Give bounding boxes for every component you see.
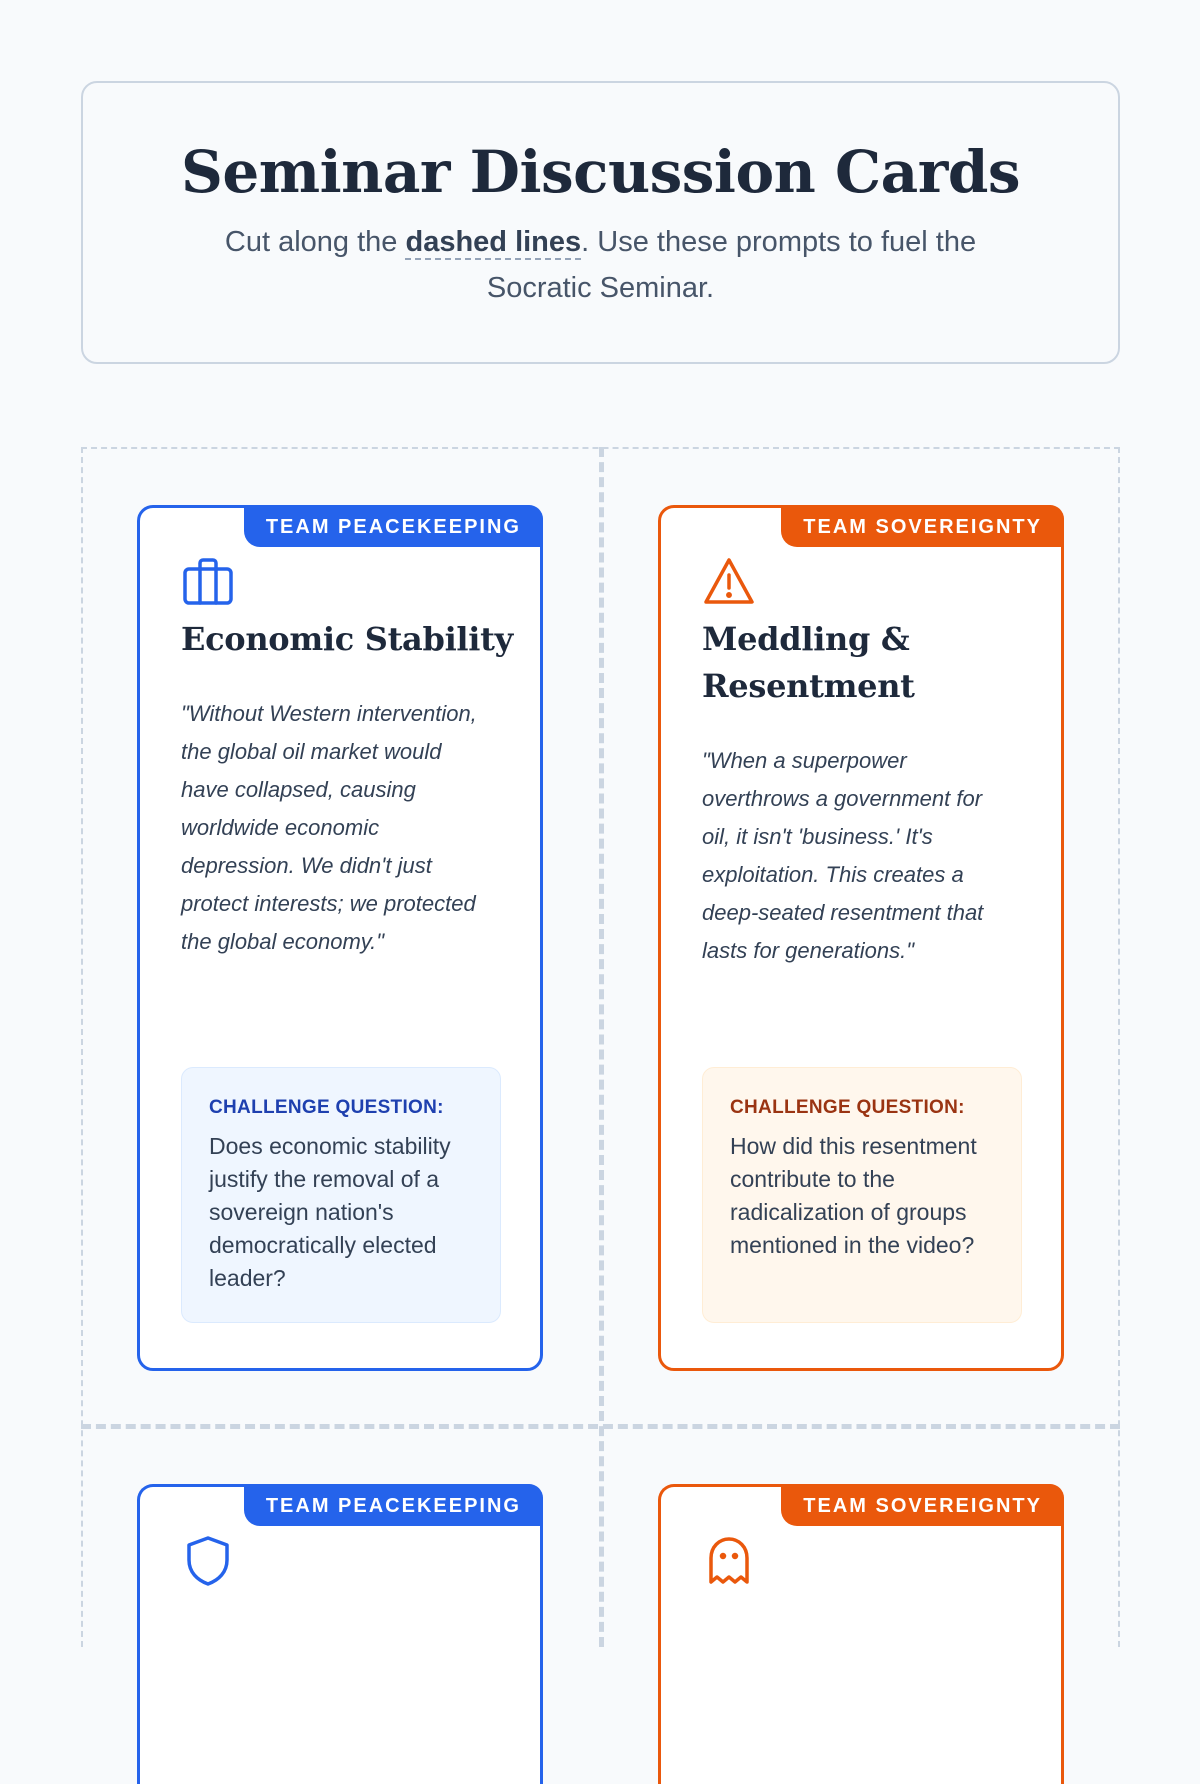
cut-line-vertical xyxy=(599,447,604,1647)
subtitle-emphasis: dashed lines xyxy=(405,226,582,258)
card-quote: "Without Western intervention, the global oil market would have collapsed, causing worldwide economic depression. We didn't just protect interests; we protected the global economy." xyxy=(181,701,477,954)
subtitle-pre: Cut along the xyxy=(224,226,406,258)
cut-line-right xyxy=(1118,447,1120,1647)
shield-icon xyxy=(181,1534,235,1588)
discussion-card-meddling-resentment xyxy=(658,505,1064,1371)
challenge-box xyxy=(181,1067,501,1323)
discussion-card-economic-stability xyxy=(137,505,543,1371)
team-tag: TEAM PEACEKEEPING xyxy=(244,505,543,547)
ghost-icon xyxy=(702,1534,756,1588)
discussion-card-sovereignty-2 xyxy=(658,1484,1064,1784)
challenge-label: CHALLENGE QUESTION: xyxy=(209,1097,444,1118)
team-tag: TEAM SOVEREIGNTY xyxy=(781,1484,1064,1526)
card-title: Economic Stability xyxy=(181,620,513,658)
card-grid xyxy=(81,447,1120,1647)
discussion-card-peacekeeping-2 xyxy=(137,1484,543,1784)
challenge-text: How did this resentment contribute to the radicalization of groups mentioned in the video? xyxy=(730,1133,977,1258)
card-quote: "When a superpower overthrows a government for oil, it isn't 'business.' It's exploitation. This creates a deep-seated resentment that lasts for generations." xyxy=(702,748,984,963)
challenge-text: Does economic stability justify the removal of a sovereign nation's democratically elected leader? xyxy=(209,1133,451,1291)
card-title: Meddling & Resentment xyxy=(702,620,915,705)
challenge-label: CHALLENGE QUESTION: xyxy=(730,1097,965,1118)
cut-line-horizontal xyxy=(81,1424,1120,1429)
page-header xyxy=(81,81,1120,364)
subtitle-post: . Use these prompts to fuel the Socratic Seminar. xyxy=(486,226,977,304)
page-title: Seminar Discussion Cards xyxy=(180,138,1021,206)
challenge-box xyxy=(702,1067,1022,1323)
warning-triangle-icon xyxy=(702,555,756,609)
cut-line-left xyxy=(81,447,83,1647)
briefcase-icon xyxy=(181,555,235,609)
team-tag: TEAM SOVEREIGNTY xyxy=(781,505,1064,547)
team-tag: TEAM PEACEKEEPING xyxy=(244,1484,543,1526)
page-subtitle xyxy=(181,219,1021,311)
